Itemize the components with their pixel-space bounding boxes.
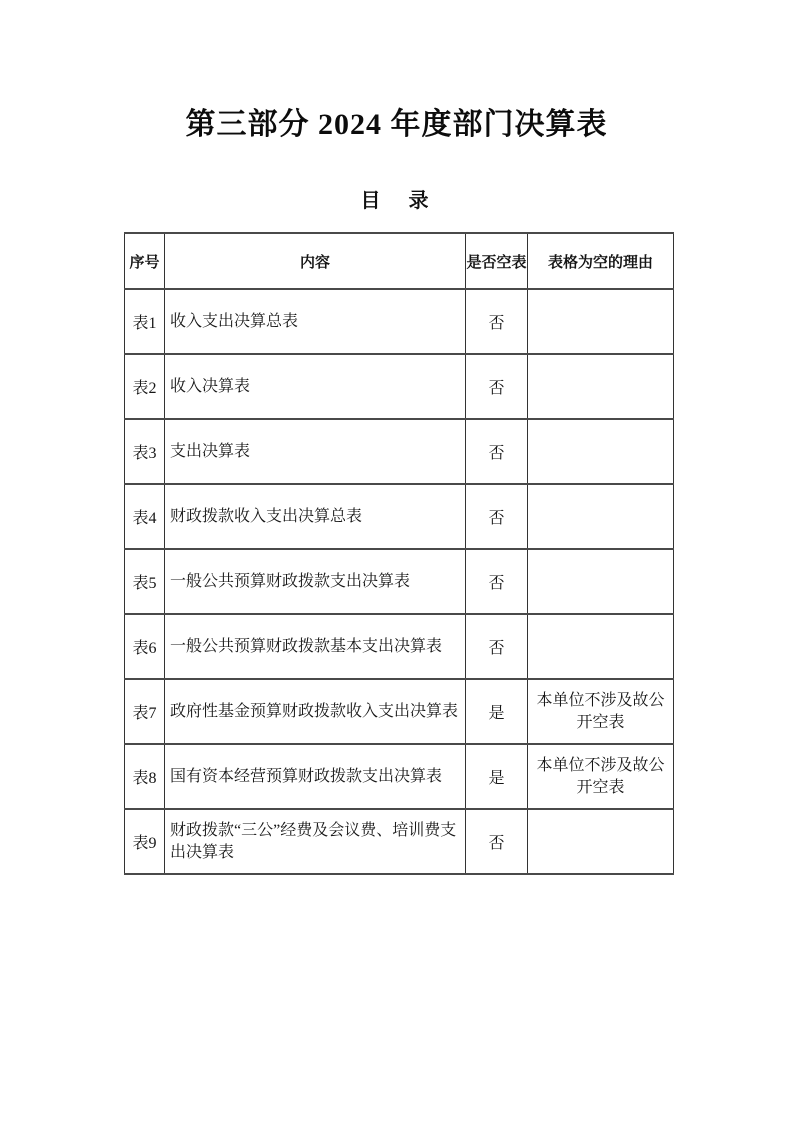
cell-is-empty: 否 <box>466 614 528 679</box>
cell-seq: 表3 <box>125 419 165 484</box>
cell-seq: 表4 <box>125 484 165 549</box>
cell-is-empty: 否 <box>466 809 528 874</box>
table-row <box>125 419 674 484</box>
cell-content: 国有资本经营预算财政拨款支出决算表 <box>165 744 466 809</box>
cell-content: 支出决算表 <box>165 419 466 484</box>
cell-reason: 本单位不涉及故公开空表 <box>528 744 674 809</box>
cell-is-empty: 是 <box>466 744 528 809</box>
cell-content: 财政拨款收入支出决算总表 <box>165 484 466 549</box>
header-is-empty: 是否空表 <box>466 233 528 289</box>
table-row <box>125 484 674 549</box>
toc-heading: 目 录 <box>360 190 433 212</box>
table-row <box>125 289 674 354</box>
cell-reason <box>528 809 674 874</box>
header-reason: 表格为空的理由 <box>528 233 674 289</box>
page-title: 第三部分 2024 年度部门决算表 <box>185 108 608 141</box>
cell-reason <box>528 419 674 484</box>
header-seq: 序号 <box>125 233 165 289</box>
cell-seq: 表7 <box>125 679 165 744</box>
cell-is-empty: 否 <box>466 549 528 614</box>
table-row <box>125 744 674 809</box>
cell-seq: 表2 <box>125 354 165 419</box>
table-row <box>125 679 674 744</box>
cell-content: 收入决算表 <box>165 354 466 419</box>
cell-reason <box>528 354 674 419</box>
cell-reason <box>528 614 674 679</box>
cell-reason <box>528 549 674 614</box>
cell-is-empty: 否 <box>466 484 528 549</box>
cell-content: 一般公共预算财政拨款基本支出决算表 <box>165 614 466 679</box>
cell-reason <box>528 484 674 549</box>
cell-seq: 表6 <box>125 614 165 679</box>
cell-reason <box>528 289 674 354</box>
toc-table <box>124 232 674 875</box>
cell-seq: 表8 <box>125 744 165 809</box>
table-header-row <box>125 233 674 289</box>
cell-content: 一般公共预算财政拨款支出决算表 <box>165 549 466 614</box>
cell-content: 财政拨款“三公”经费及会议费、培训费支出决算表 <box>165 809 466 874</box>
cell-reason: 本单位不涉及故公开空表 <box>528 679 674 744</box>
cell-content: 政府性基金预算财政拨款收入支出决算表 <box>165 679 466 744</box>
header-content: 内容 <box>165 233 466 289</box>
cell-is-empty: 否 <box>466 354 528 419</box>
table-row <box>125 354 674 419</box>
table-row <box>125 809 674 874</box>
table-row <box>125 614 674 679</box>
cell-is-empty: 否 <box>466 419 528 484</box>
cell-is-empty: 否 <box>466 289 528 354</box>
cell-seq: 表1 <box>125 289 165 354</box>
cell-seq: 表5 <box>125 549 165 614</box>
cell-seq: 表9 <box>125 809 165 874</box>
table-row <box>125 549 674 614</box>
cell-is-empty: 是 <box>466 679 528 744</box>
cell-content: 收入支出决算总表 <box>165 289 466 354</box>
